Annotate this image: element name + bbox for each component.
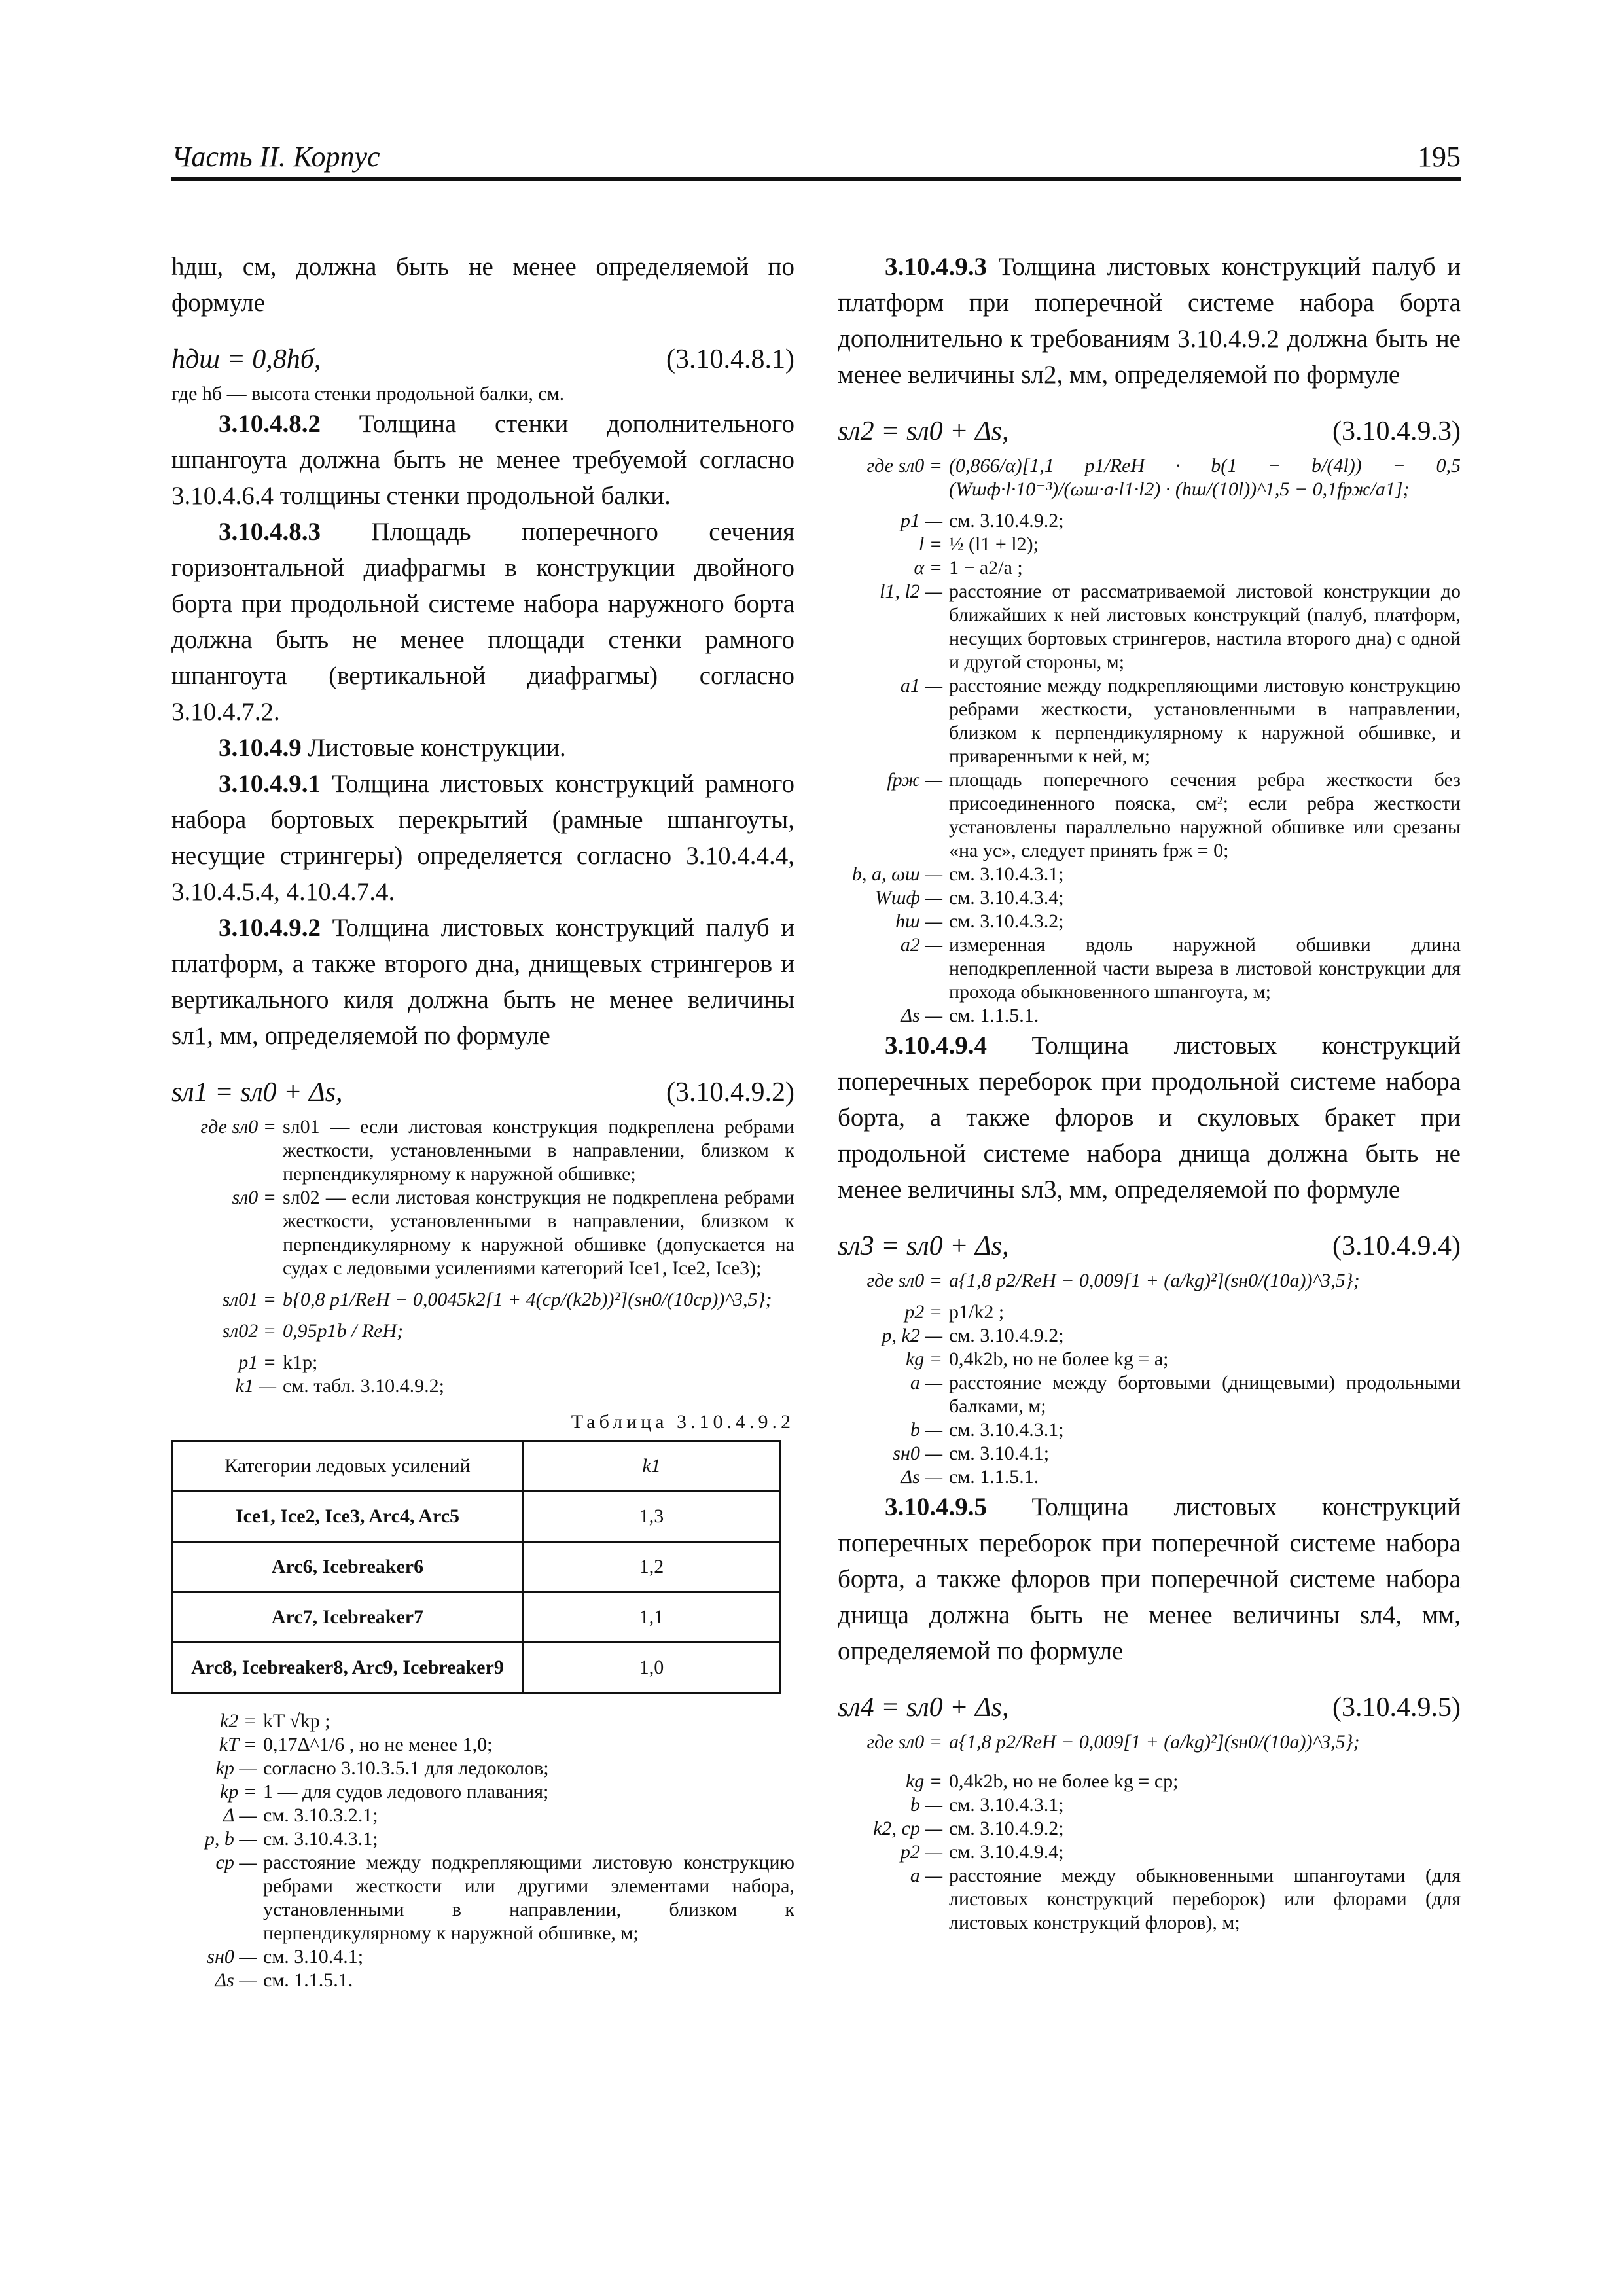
paragraph-number: 3.10.4.9.3 [885, 253, 987, 281]
definition-l1-l2 [838, 580, 1461, 674]
paragraph-number: 3.10.4.9.4 [885, 1031, 987, 1060]
definition-text: 0,4k2b, но не более kg = a; [949, 1348, 1169, 1370]
definition-text: см. 3.10.4.3.1; [263, 1828, 378, 1850]
definition-text: см. 3.10.4.3.4; [949, 887, 1064, 908]
definition-text: kT √kp ; [263, 1710, 330, 1732]
definition-term: a2 — [900, 934, 942, 956]
definition-text: p1/k2 ; [949, 1301, 1005, 1323]
paragraph-text: Толщина листовых конструкций палуб и платформ, а также второго дна, днищевых стрингеров и вертикального киля должна быть не менее величины sл1, мм, определяемой по формуле [171, 914, 794, 1050]
definition-term: kp = [219, 1781, 257, 1803]
equation-expr: sл1 = sл0 + Δs, [171, 1077, 343, 1107]
table-cell: Arc6, Icebreaker6 [173, 1542, 523, 1592]
definition-text: 1 — для судов ледового плавания; [263, 1781, 549, 1803]
definition-p2 [838, 1300, 1461, 1324]
formula-text: a{1,8 p2/ReH − 0,009[1 + (a/kg)²](sн0/(10a))^3,5}; [949, 1270, 1360, 1291]
formula-text: b{0,8 p1/ReH − 0,0045k2[1 + 4(cp/(k2b))²](sн0/(10cp))^3,5}; [283, 1289, 772, 1310]
definition-text: см. 3.10.4.9.2; [949, 1325, 1064, 1346]
definition-wshf [838, 886, 1461, 910]
paragraph-3-10-4-9-3 [838, 249, 1461, 393]
definition-text: расстояние между подкрепляющими листовую конструкцию ребрами жесткости или другими элементами набора, установленными в направлении, близком к перпендикулярному к наружной обшивке, м; [263, 1852, 794, 1944]
definition-b [838, 1793, 1461, 1817]
paragraph-3-10-4-8-2 [171, 406, 794, 514]
definition-text: см. 3.10.4.3.1; [949, 863, 1064, 885]
definition-a2 [838, 933, 1461, 1004]
right-column [838, 249, 1461, 1935]
definition-term: где sл0 = [866, 1270, 942, 1291]
definition-term: k1 — [235, 1375, 276, 1397]
equation-number: (3.10.4.9.5) [1332, 1693, 1461, 1723]
definition-term: p, k2 — [882, 1325, 942, 1346]
definition-term: l1, l2 — [880, 581, 942, 602]
definition-p1 [838, 509, 1461, 533]
definition-kg [838, 1770, 1461, 1793]
definition-text: 0,17Δ^1/6 , но не менее 1,0; [263, 1734, 493, 1755]
paragraph-number: 3.10.4.8.2 [219, 410, 321, 438]
left-column [171, 249, 794, 1992]
definition-k1 [171, 1374, 794, 1398]
formula-text: (0,866/α)[1,1 p1/ReH · b(1 − b/(4l)) − 0,5 (Wшф·l·10⁻³)/(ωш·a·l1·l2) · (hш/(10l))^1,5 − 0,1fрж/a1]; [949, 455, 1461, 500]
table-cell: Arc8, Icebreaker8, Arc9, Icebreaker9 [173, 1643, 523, 1693]
definition-term: kp — [215, 1757, 257, 1779]
definition-p2 [838, 1840, 1461, 1864]
definition-text: см. 1.1.5.1. [949, 1466, 1039, 1488]
paragraph-text: Листовые конструкции. [308, 734, 566, 762]
intro-text: hдш, см, должна быть не менее определяемой по формуле [171, 253, 794, 317]
definition-text: sл01 — если листовая конструкция подкреплена ребрами жесткости, установленными в направлении, близком к перпендикулярному к наружной обшивке; [283, 1116, 794, 1185]
header-rule [171, 177, 1461, 181]
formula-sl01 [171, 1288, 794, 1312]
table-row [173, 1643, 781, 1693]
definition-sn0 [838, 1442, 1461, 1465]
ice-category-table [171, 1440, 781, 1694]
definition-term: Δ — [223, 1804, 257, 1826]
definition-term: a — [910, 1865, 942, 1886]
paragraph-text: Толщина стенки дополнительного шпангоута должна быть не менее требуемой согласно 3.10.4.6.4 толщины стенки продольной балки. [171, 410, 794, 510]
definition-term: где sл0 = [866, 1731, 942, 1753]
definition-text: см. 1.1.5.1. [263, 1969, 353, 1991]
definition-delta-s [171, 1969, 794, 1992]
definition-term: где sл0 = [866, 455, 942, 476]
paragraph-text: Толщина листовых конструкций рамного набора бортовых перекрытий (рамные шпангоуты, несущие стрингеры) определяется согласно 3.10.4.4.4, 3.10.4.5.4, 4.10.4.7.4. [171, 770, 794, 906]
definition-term: b — [910, 1794, 942, 1816]
definition-term: Δs — [901, 1466, 942, 1488]
definition-term: k2 = [219, 1710, 257, 1732]
equation-expr: sл4 = sл0 + Δs, [838, 1693, 1009, 1723]
equation-expr: sл2 = sл0 + Δs, [838, 416, 1009, 446]
paragraph-number: 3.10.4.9 [219, 734, 302, 762]
definition-text: измеренная вдоль наружной обшивки длина неподкрепленной части выреза в листовой конструкции для прохода обыкновенного шпангоута, м; [949, 934, 1461, 1003]
paragraph-text: Толщина листовых конструкций поперечных переборок при поперечной системе набора борта, а также флоров при поперечной системе набора днища должна быть не менее величины sл4, мм, определяемой по формуле [838, 1493, 1461, 1665]
equation-expr: hдш = 0,8hб, [171, 344, 321, 374]
equation-expr: sл3 = sл0 + Δs, [838, 1231, 1009, 1261]
definition-b-a-omega [838, 863, 1461, 886]
definition-k2-cp [838, 1817, 1461, 1840]
definition-term: p1 = [238, 1352, 276, 1373]
definition-term: hш — [895, 910, 942, 932]
definition-text: см. 3.10.4.1; [263, 1946, 364, 1967]
definition-a1 [838, 674, 1461, 768]
definition-delta-s [838, 1465, 1461, 1489]
table-cell: Ice1, Ice2, Ice3, Arc4, Arc5 [173, 1492, 523, 1542]
formula-sl0-4 [838, 1269, 1461, 1293]
equation-3-10-4-9-3 [838, 408, 1461, 454]
definition-term: l = [918, 533, 942, 555]
definition-text: расстояние между обыкновенными шпангоутами (для листовых конструкций переборок) или флорами (для листовых конструкций флоров), м; [949, 1865, 1461, 1933]
definition-term: sл02 = [222, 1320, 276, 1342]
definition-term: k2, cp — [873, 1818, 942, 1839]
formula-p1 [171, 1351, 794, 1374]
definition-term: b — [910, 1419, 942, 1441]
definition-hsh [838, 910, 1461, 933]
equation-number: (3.10.4.8.1) [666, 344, 794, 374]
equation-3-10-4-9-5 [838, 1685, 1461, 1731]
definition-text: 1 − a2/a ; [949, 557, 1023, 579]
paragraph-3-10-4-9-5 [838, 1489, 1461, 1669]
definition-text: см. 1.1.5.1. [949, 1005, 1039, 1026]
definition-text: 0,4k2b, но не более kg = cp; [949, 1770, 1179, 1792]
equation-3-10-4-9-2 [171, 1069, 794, 1115]
definition-term: sл01 = [222, 1289, 276, 1310]
definition-term: a — [910, 1372, 942, 1393]
definition-kp-ice-ship [171, 1780, 794, 1804]
definition-text: sл02 — если листовая конструкция не подкреплена ребрами жесткости, установленными в направлении, близком к перпендикулярному к наружной обшивке (допускается на судах с ледовыми усилениями категорий Ice1, Ice2, Ice3); [283, 1187, 794, 1279]
definition-term: fрж — [887, 769, 942, 791]
definition-frzh [838, 768, 1461, 863]
paragraph-3-10-4-8-3 [171, 514, 794, 730]
definition-term: a1 — [900, 675, 942, 696]
definition-alpha [838, 556, 1461, 580]
equation-number: (3.10.4.9.2) [666, 1077, 794, 1107]
definition-sl0-02 [171, 1186, 794, 1280]
definition-text: расстояние от рассматриваемой листовой конструкции до ближайших к ней листовых конструкций (палуб, платформ, несущих бортовых стрингеров, настила второго дна) с одной и другой стороны, м; [949, 581, 1461, 673]
definition-term: kg = [905, 1770, 942, 1792]
definition-l [838, 533, 1461, 556]
definition-term: kT = [219, 1734, 257, 1755]
definition-term: kg = [905, 1348, 942, 1370]
paragraph-text: Площадь поперечного сечения горизонтальной диафрагмы в конструкции двойного борта при продольной системе набора наружного борта должна быть не менее площади стенки рамного шпангоута (вертикальной диафрагмы) согласно 3.10.4.7.2. [171, 518, 794, 726]
definition-kt [171, 1733, 794, 1757]
definition-term: sн0 — [207, 1946, 257, 1967]
page-number: 195 [1418, 141, 1461, 173]
equation-3-10-4-8-1 [171, 336, 794, 382]
paragraph-text: Толщина листовых конструкций палуб и платформ при поперечной системе набора борта дополнительно к требованиям 3.10.4.9.2 должна быть не менее величины sл2, мм, определяемой по формуле [838, 253, 1461, 389]
definition-text: согласно 3.10.3.5.1 для ледоколов; [263, 1757, 549, 1779]
definition-term: p2 — [900, 1841, 942, 1863]
table-row [173, 1492, 781, 1542]
definition-text: см. 3.10.4.3.1; [949, 1419, 1064, 1441]
section-title: Часть II. Корпус [171, 141, 380, 173]
definition-text: см. 3.10.4.3.2; [949, 910, 1064, 932]
definition-text: расстояние между бортовыми (днищевыми) продольными балками, м; [949, 1372, 1461, 1417]
table-cell: 1,1 [523, 1592, 781, 1643]
definition-sn0 [171, 1945, 794, 1969]
paragraph-number: 3.10.4.9.5 [885, 1493, 987, 1521]
definition-text: площадь поперечного сечения ребра жесткости без присоединенного пояска, см²; если ребра жесткости установлены параллельно наружной обшивке или срезаны «на ус», следует принять fрж = 0; [949, 769, 1461, 861]
definition-text: см. табл. 3.10.4.9.2; [283, 1375, 444, 1397]
definition-term: cp — [215, 1852, 257, 1873]
equation-where: где hб — высота стенки продольной балки, см. [171, 383, 565, 404]
definition-text: см. 3.10.4.9.2; [949, 1818, 1064, 1839]
paragraph-number: 3.10.4.9.2 [219, 914, 321, 942]
definition-term: Δs — [215, 1969, 257, 1991]
formula-sl0-5 [838, 1731, 1461, 1754]
definition-a [838, 1371, 1461, 1418]
paragraph-number: 3.10.4.9.1 [219, 770, 321, 798]
definition-text: см. 3.10.3.2.1; [263, 1804, 378, 1826]
definition-kp-icebreaker [171, 1757, 794, 1780]
table-cell: 1,0 [523, 1643, 781, 1693]
definition-b [838, 1418, 1461, 1442]
definition-p-k2 [838, 1324, 1461, 1348]
table-cell: 1,2 [523, 1542, 781, 1592]
definition-term: p, b — [204, 1828, 257, 1850]
definition-p-b [171, 1827, 794, 1851]
table-row [173, 1592, 781, 1643]
definition-term: где sл0 = [200, 1116, 276, 1138]
definition-term: α = [914, 557, 942, 579]
definition-kg [838, 1348, 1461, 1371]
definition-sl0-01 [171, 1115, 794, 1186]
definition-text: см. 3.10.4.3.1; [949, 1794, 1064, 1816]
definition-text: см. 3.10.4.9.4; [949, 1841, 1064, 1863]
definition-term: Wшф — [874, 887, 942, 908]
table-header-row [173, 1441, 781, 1492]
definition-text: расстояние между подкрепляющими листовую конструкцию ребрами жесткости, установленными в направлении, близком к перпендикулярному к наружной обшивке, и приваренными к ней, м; [949, 675, 1461, 767]
definition-term: b, a, ωш — [851, 863, 942, 885]
paragraph-3-10-4-9-1 [171, 766, 794, 910]
equation-number: (3.10.4.9.3) [1332, 416, 1461, 446]
table-header-cell: Категории ледовых усилений [173, 1441, 523, 1492]
paragraph-text: Толщина листовых конструкций поперечных переборок при продольной системе набора борта, а также флоров и скуловых бракет при продольной системе набора днища должна быть не менее величины sл3, мм, определяемой по формуле [838, 1031, 1461, 1204]
definition-delta [171, 1804, 794, 1827]
table-cell: 1,3 [523, 1492, 781, 1542]
paragraph-3-10-4-9-4 [838, 1028, 1461, 1208]
definition-cp [171, 1851, 794, 1945]
definition-text: см. 3.10.4.9.2; [949, 510, 1064, 531]
table-cell: Arc7, Icebreaker7 [173, 1592, 523, 1643]
table-row [173, 1542, 781, 1592]
formula-sl0-3 [838, 454, 1461, 501]
definition-term: Δs — [901, 1005, 942, 1026]
page-header [171, 140, 1461, 179]
equation-3-10-4-9-4 [838, 1223, 1461, 1269]
definition-text: см. 3.10.4.1; [949, 1443, 1050, 1464]
formula-text: k1p; [283, 1352, 318, 1373]
equation-number: (3.10.4.9.4) [1332, 1231, 1461, 1261]
formula-text: a{1,8 p2/ReH − 0,009[1 + (a/kg)²](sн0/(10a))^3,5}; [949, 1731, 1360, 1753]
definition-term: sн0 — [893, 1443, 942, 1464]
paragraph-3-10-4-9-2 [171, 910, 794, 1054]
definition-term: p2 = [904, 1301, 942, 1323]
formula-sl02 [171, 1319, 794, 1343]
table-caption: Таблица 3.10.4.9.2 [571, 1411, 794, 1433]
formula-text: 0,95p1b / ReH; [283, 1320, 404, 1342]
definition-delta-s [838, 1004, 1461, 1028]
definition-term: p1 — [900, 510, 942, 531]
definition-k2 [171, 1710, 794, 1733]
paragraph-3-10-4-9 [171, 730, 794, 766]
table-header-cell: k1 [523, 1441, 781, 1492]
definition-a [838, 1864, 1461, 1935]
definition-term: sл0 = [232, 1187, 276, 1208]
paragraph-number: 3.10.4.8.3 [219, 518, 321, 546]
definition-text: ½ (l1 + l2); [949, 533, 1039, 555]
